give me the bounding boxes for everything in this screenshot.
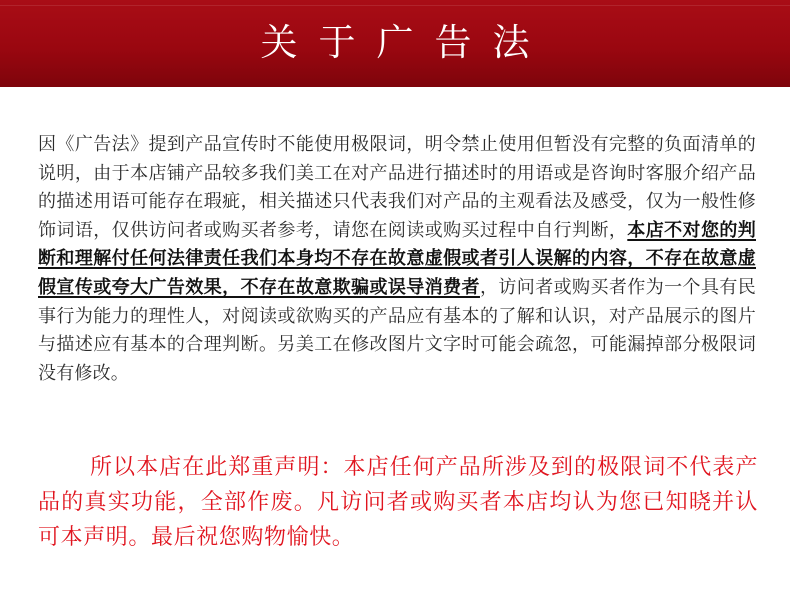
- banner-highlight: [0, 5, 790, 6]
- notice-text-closing: ，访问者或购买者作为一个具有民事行为能力的理性人，对阅读或欲购买的产品应有基本的了解和认识，对产品展示的图片与描述应有基本的合理判断。另美工在修改图片文字时可能会疏忽，可能漏掉部分极限词没有修改。: [38, 276, 756, 384]
- notice-paragraph: [38, 131, 756, 388]
- page-title: 关于广告法: [260, 21, 551, 64]
- notice-text-intro: 因《广告法》提到产品宣传时不能使用极限词，明令禁止使用但暂没有完整的负面清单的说明，由于本店铺产品较多我们美工在对产品进行描述时的用语或是咨询时客服介绍产品的描述用语可能存在瑕疵，相关描述只代表我们对产品的主观看法及感受，仅为一般性修饰词语，仅供访问者或购买者参考，请您在阅读或购买过程中自行判断，: [38, 134, 756, 241]
- title-banner: [0, 0, 790, 87]
- notice-emphasis: 本店不对您的判断和理解付任何法律责任我们本身均不存在故意虚假或者引人误解的内容，不存在故意虚假宣传或夸大广告效果，不存在故意欺骗或误导消费者: [38, 219, 756, 298]
- declaration-paragraph: 所以本店在此郑重声明：本店任何产品所涉及到的极限词不代表产品的真实功能，全部作废。凡访问者或购买者本店均认为您已知晓并认可本声明。最后祝您购物愉快。: [38, 455, 758, 550]
